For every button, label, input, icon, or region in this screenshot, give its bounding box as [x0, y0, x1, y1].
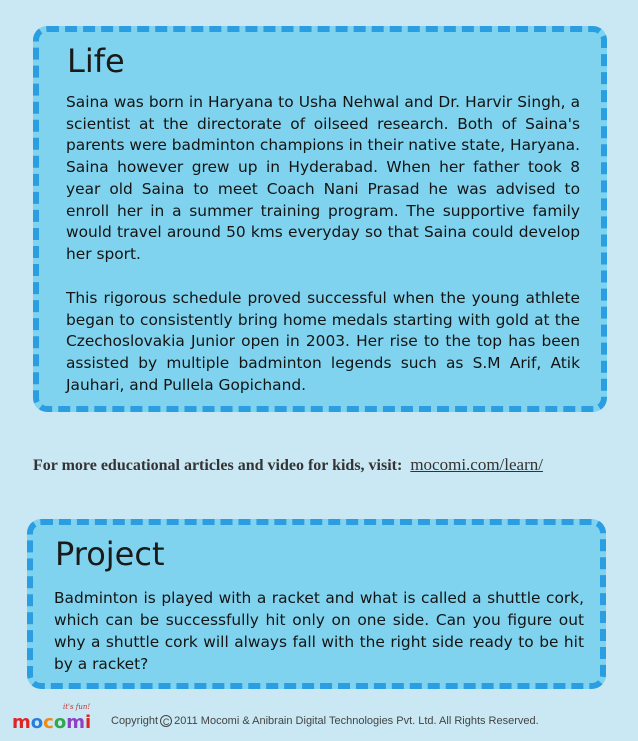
logo-letter: m	[12, 712, 31, 733]
life-paragraph-2: This rigorous schedule proved successful when the young athlete began to consistently bring home medals starting with gold at the Czechoslovakia Junior open in 2003. Her rise to the top has been assisted by multiple badminton legends such as S.M Arif, Atik Jauhari, and Pullela Gopichand.	[66, 289, 580, 394]
life-card	[33, 26, 607, 412]
copyright-text	[111, 715, 539, 727]
project-paragraph: Badminton is played with a racket and what is called a shuttle cork, which can be successfully hit only on one side. Can you figure out why a shuttle cork will always fall with the right side ready to be hit by a racket?	[54, 589, 584, 673]
mocomi-logo[interactable]	[12, 703, 92, 736]
promo-text: For more educational articles and video for kids, visit:	[33, 457, 403, 474]
life-title: Life	[67, 42, 125, 80]
project-title: Project	[55, 535, 165, 573]
footer	[0, 700, 638, 741]
logo-letter: m	[66, 712, 85, 733]
project-card	[27, 519, 606, 689]
logo-wordmark	[12, 712, 91, 733]
promo-link[interactable]: mocomi.com/learn/	[410, 455, 543, 474]
copyright-prefix: Copyright	[111, 715, 159, 727]
logo-letter: i	[84, 712, 92, 733]
promo-line	[33, 455, 613, 475]
logo-letter: o	[30, 712, 44, 733]
logo-tagline: it's fun!	[63, 703, 91, 711]
copyright-symbol: C	[160, 715, 172, 727]
copyright-rest: 2011 Mocomi & Anibrain Digital Technologies Pvt. Ltd. All Rights Reserved.	[174, 715, 539, 727]
logo-letter: o	[53, 712, 67, 733]
logo-letter: c	[43, 712, 54, 733]
life-paragraph-1: Saina was born in Haryana to Usha Nehwal and Dr. Harvir Singh, a scientist at the directorate of oilseed research. Both of Saina's parents were badminton champions in their native state, Haryana. Saina however grew up in Hyderabad. When her father took 8 year old Saina to meet Coach Nani Prasad he was advised to enroll her in a summer training program. The supportive family would travel around 50 kms everyday so that Saina could develop her sport.	[66, 93, 580, 263]
